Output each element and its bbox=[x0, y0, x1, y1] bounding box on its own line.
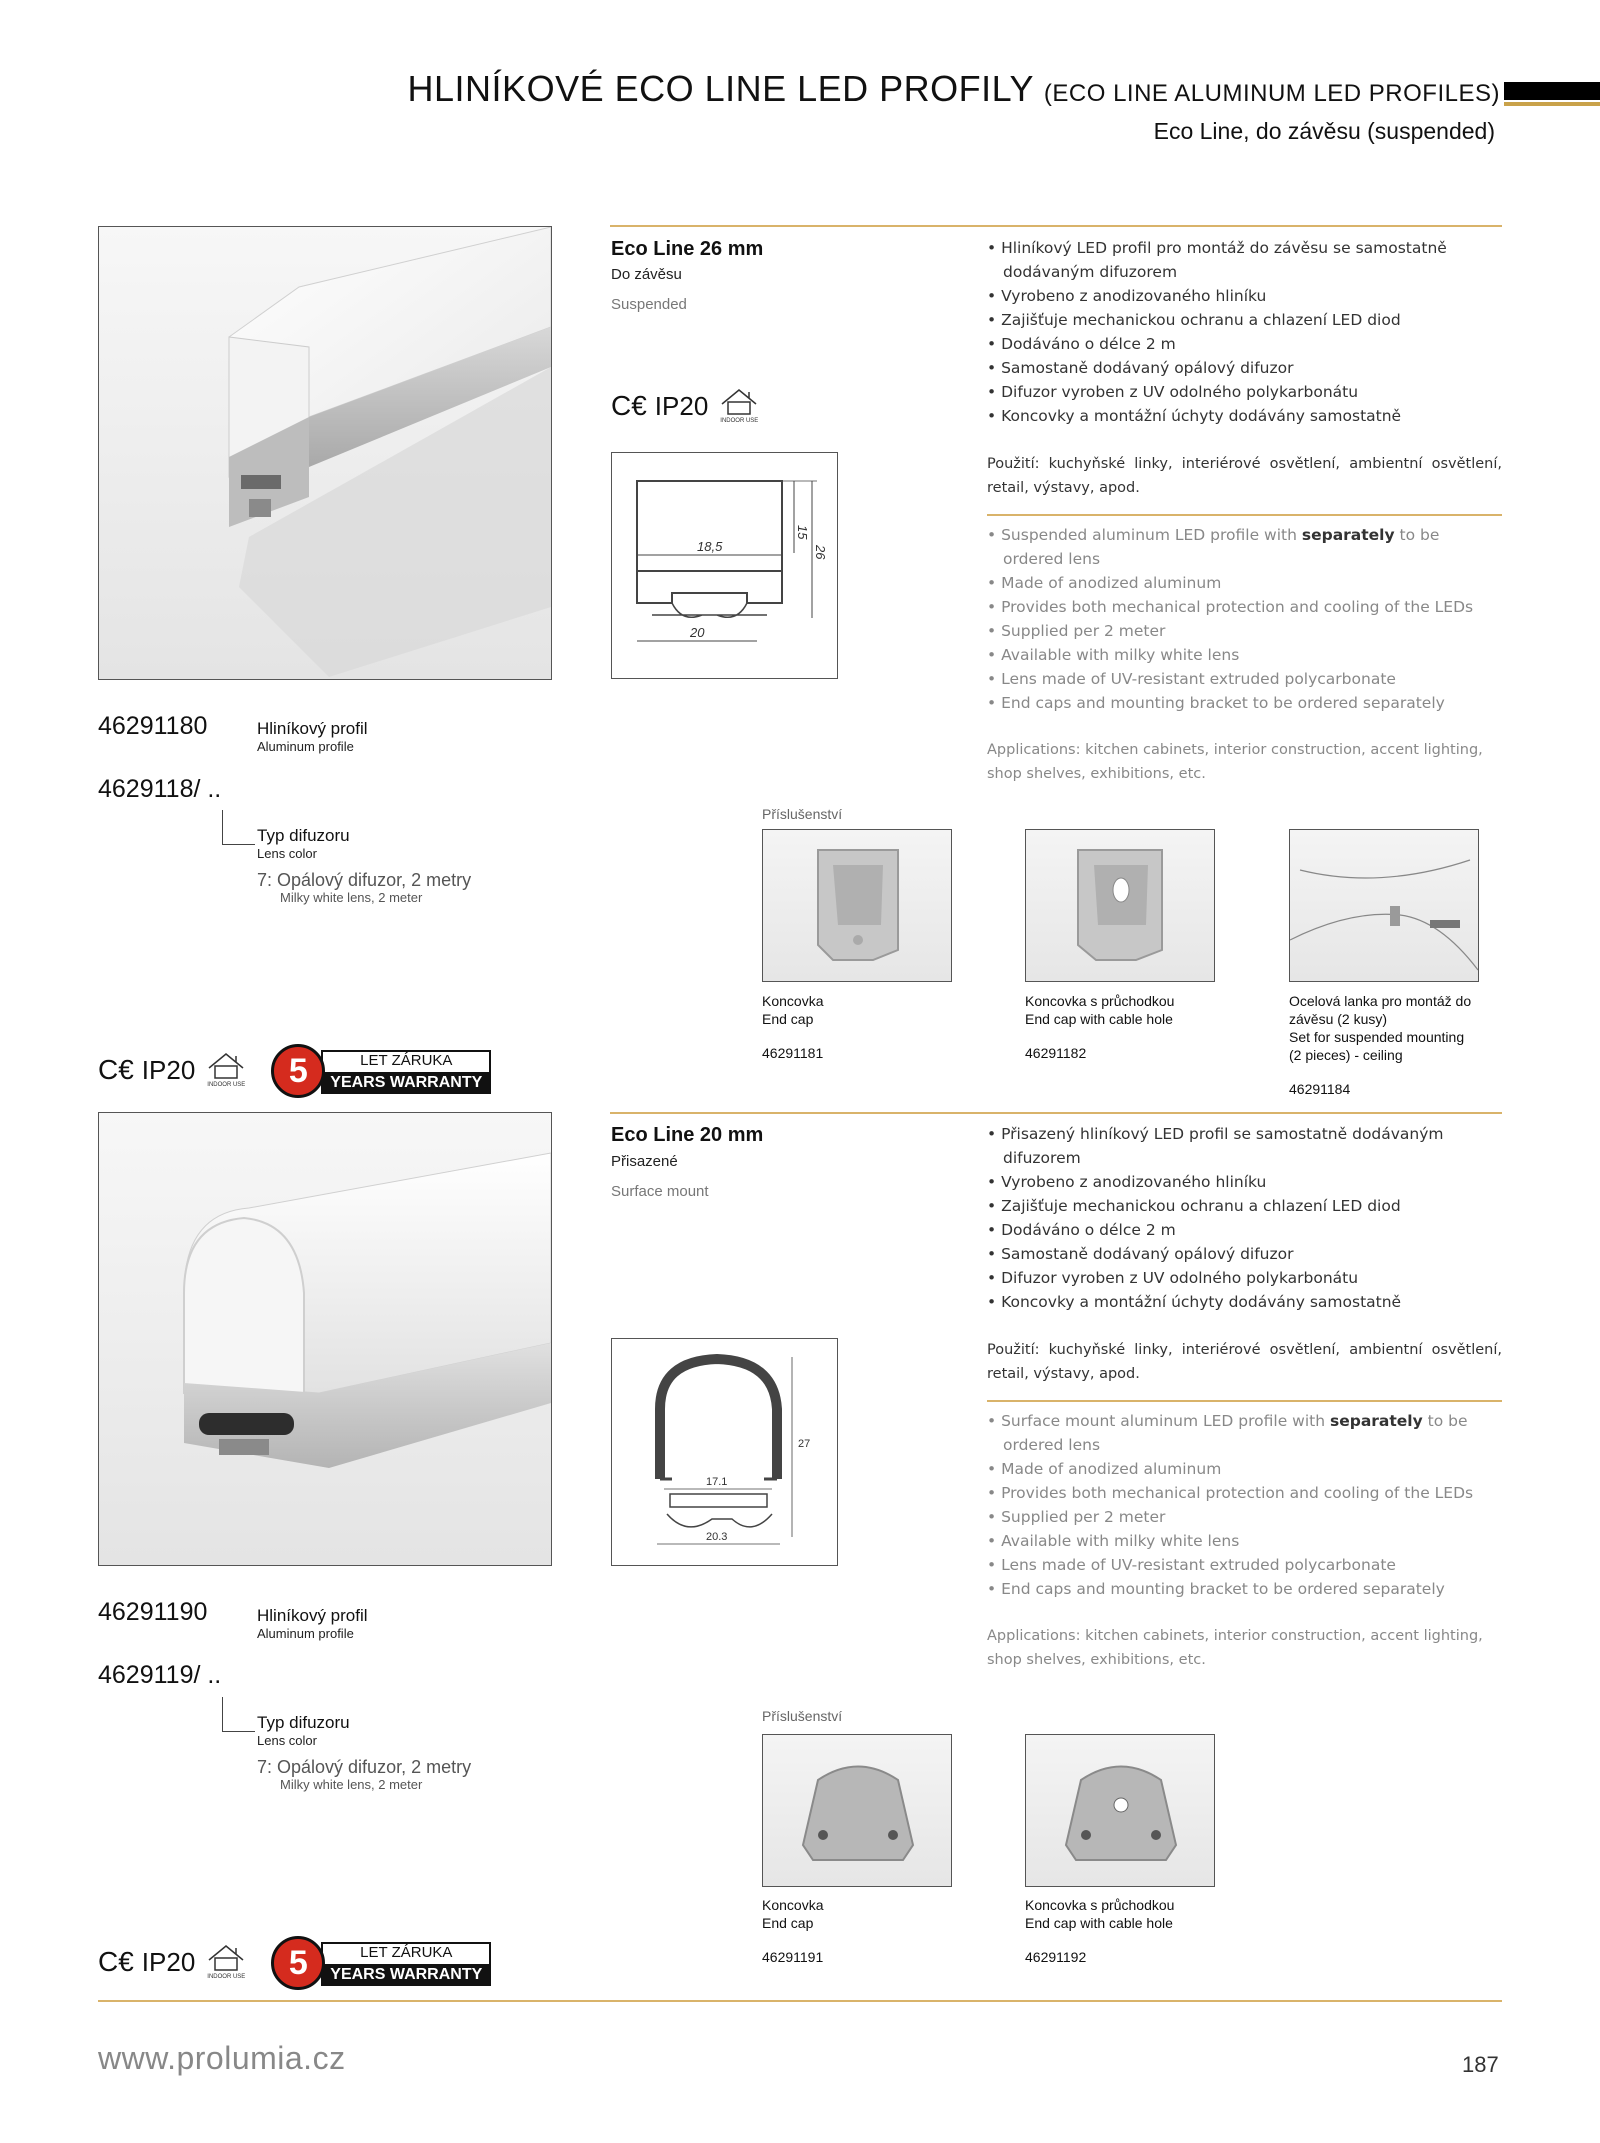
feature-item-en: • Lens made of UV-resistant extruded polycarbonate bbox=[987, 670, 1396, 688]
lens-type-en-2: Lens color bbox=[257, 1733, 317, 1748]
product-sub-cz-2: Přisazené bbox=[611, 1153, 678, 1170]
feature-item-en: • Provides both mechanical protection and cooling of the LEDs bbox=[987, 598, 1474, 616]
title-main: HLINÍKOVÉ ECO LINE LED PROFILY bbox=[407, 68, 1034, 109]
feature-item: • Dodáváno o délce 2 m bbox=[987, 335, 1176, 353]
footer-url-link[interactable]: www.prolumia.cz bbox=[98, 2040, 346, 2076]
feature-item: • Koncovky a montážní úchyty dodávány samostatně bbox=[987, 407, 1402, 425]
header-bar bbox=[1504, 82, 1600, 100]
code-label-en-1: Aluminum profile bbox=[257, 739, 354, 754]
page-title bbox=[360, 68, 1500, 110]
indoor-use-icon bbox=[201, 1052, 251, 1088]
product-sub-cz-1: Do závěsu bbox=[611, 266, 682, 283]
accessory-photo-end-cap bbox=[762, 829, 952, 982]
page-subtitle: Eco Line, do závěsu (suspended) bbox=[1153, 118, 1495, 144]
warranty-badge bbox=[265, 1044, 489, 1096]
features-en-1 bbox=[987, 523, 1502, 715]
warranty-en: YEARS WARRANTY bbox=[321, 1072, 491, 1094]
divider bbox=[987, 514, 1502, 516]
accessories-title-2: Příslušenství bbox=[762, 1708, 843, 1724]
ip-rating: IP20 bbox=[654, 390, 709, 421]
technical-drawing-2 bbox=[611, 1338, 838, 1566]
warranty-cz: LET ZÁRUKA bbox=[321, 1050, 491, 1074]
warranty-cz: LET ZÁRUKA bbox=[321, 1942, 491, 1966]
accessory-code-5: 46291192 bbox=[1025, 1949, 1087, 1965]
accessory-photo-end-cap-hole-2 bbox=[1025, 1734, 1215, 1887]
divider bbox=[610, 1112, 1502, 1114]
dim-total-width: 20.3 bbox=[706, 1531, 728, 1543]
warranty-badge bbox=[265, 1936, 489, 1988]
tree-connector bbox=[222, 810, 255, 845]
feature-item: • Zajišťuje mechanickou ochranu a chlazení LED diod bbox=[987, 311, 1401, 329]
indoor-use-label: INDOOR USE bbox=[207, 1082, 246, 1088]
accessory-code-4: 46291191 bbox=[762, 1949, 824, 1965]
features-en-2 bbox=[987, 1409, 1502, 1601]
product-code-1: 46291180 bbox=[98, 712, 208, 740]
feature-item: • Zajišťuje mechanickou ochranu a chlazení LED diod bbox=[987, 1197, 1401, 1215]
feature-item: • Vyrobeno z anodizovaného hliníku bbox=[987, 1173, 1267, 1191]
ce-mark: C€ bbox=[611, 390, 647, 421]
feature-item: • Hliníkový LED profil pro montáž do závěsu se samostatně dodávaným difuzorem bbox=[987, 239, 1447, 281]
product-photo-2 bbox=[98, 1112, 552, 1566]
indoor-use-label: INDOOR USE bbox=[207, 1974, 246, 1980]
feature-item: • Samostaně dodávaný opálový difuzor bbox=[987, 1245, 1294, 1263]
product-name-1: Eco Line 26 mm bbox=[611, 238, 764, 260]
footer-divider bbox=[98, 2000, 1502, 2002]
feature-item-en: • End caps and mounting bracket to be ordered separately bbox=[987, 1580, 1445, 1598]
features-cz-2 bbox=[987, 1122, 1507, 1314]
dim-total-height: 27 bbox=[798, 1438, 811, 1450]
lens-type-cz-1: Typ difuzoru bbox=[257, 826, 350, 845]
feature-item-en: • Lens made of UV-resistant extruded polycarbonate bbox=[987, 1556, 1396, 1574]
lens-option-en-2: Milky white lens, 2 meter bbox=[280, 1777, 423, 1792]
cert-block-1 bbox=[611, 388, 764, 424]
feature-item-en: • Supplied per 2 meter bbox=[987, 622, 1166, 640]
indoor-use-label: INDOOR USE bbox=[720, 418, 759, 424]
header-bar-gold bbox=[1504, 102, 1600, 106]
feature-item: • Samostaně dodávaný opálový difuzor bbox=[987, 359, 1294, 377]
features-cz-1 bbox=[987, 236, 1507, 428]
product-code-2: 46291190 bbox=[98, 1598, 208, 1626]
feature-item: • Přisazený hliníkový LED profil se samostatně dodávaným difuzorem bbox=[987, 1125, 1444, 1167]
dim-inner-width: 17.1 bbox=[706, 1476, 728, 1488]
feature-item-en: • Available with milky white lens bbox=[987, 646, 1240, 664]
tree-connector bbox=[222, 1697, 255, 1732]
lens-type-cz-2: Typ difuzoru bbox=[257, 1713, 350, 1732]
feature-item-en: • Made of anodized aluminum bbox=[987, 1460, 1222, 1478]
dim-total-height: 26 bbox=[813, 545, 828, 560]
ip-rating: IP20 bbox=[141, 1054, 196, 1085]
accessory-label-4: Koncovka End cap bbox=[762, 1897, 824, 1931]
feature-item: • Vyrobeno z anodizovaného hliníku bbox=[987, 287, 1267, 305]
warranty-en: YEARS WARRANTY bbox=[321, 1964, 491, 1986]
accessories-title-1: Příslušenství bbox=[762, 806, 843, 822]
dim-inner-height: 15 bbox=[795, 525, 810, 540]
dim-inner-width: 18,5 bbox=[697, 539, 723, 554]
divider bbox=[987, 1400, 1502, 1402]
title-en: (ECO LINE ALUMINUM LED PROFILES) bbox=[1043, 80, 1500, 107]
product-variant-code-2: 4629119/ .. bbox=[98, 1661, 222, 1689]
lens-option-en-1: Milky white lens, 2 meter bbox=[280, 890, 423, 905]
accessory-label-3: Ocelová lanka pro montáž do závěsu (2 kusy) Set for suspended mounting (2 pieces) - ceiling bbox=[1289, 993, 1472, 1063]
code-label-cz-2: Hliníkový profil bbox=[257, 1606, 368, 1625]
page-number: 187 bbox=[1462, 2052, 1499, 2077]
product-name-2: Eco Line 20 mm bbox=[611, 1124, 764, 1146]
technical-drawing-1 bbox=[611, 452, 838, 679]
feature-item-en: • Surface mount aluminum LED profile with separately to be ordered lens bbox=[987, 1412, 1468, 1454]
accessory-photo-end-cap-2 bbox=[762, 1734, 952, 1887]
accessory-photo-end-cap-hole bbox=[1025, 829, 1215, 982]
lens-option-cz-1: 7: Opálový difuzor, 2 metry bbox=[257, 870, 472, 890]
accessory-label-5: Koncovka s průchodkou End cap with cable hole bbox=[1025, 1897, 1175, 1931]
product-sub-en-2: Surface mount bbox=[611, 1183, 709, 1200]
feature-item: • Difuzor vyroben z UV odolného polykarbonátu bbox=[987, 1269, 1359, 1287]
lens-type-en-1: Lens color bbox=[257, 846, 317, 861]
product-photo-1 bbox=[98, 226, 552, 680]
product-variant-code-1: 4629118/ .. bbox=[98, 775, 222, 803]
cert-warranty-block-1 bbox=[98, 1044, 489, 1096]
dim-total-width: 20 bbox=[690, 625, 705, 640]
feature-item-en: • Supplied per 2 meter bbox=[987, 1508, 1166, 1526]
indoor-use-icon bbox=[714, 388, 764, 424]
profile-20-illustration bbox=[99, 1113, 551, 1565]
accessory-code-2: 46291182 bbox=[1025, 1045, 1087, 1061]
feature-item: • Difuzor vyroben z UV odolného polykarbonátu bbox=[987, 383, 1359, 401]
feature-item-en: • Suspended aluminum LED profile with separately to be ordered lens bbox=[987, 526, 1440, 568]
usage-en-1: Applications: kitchen cabinets, interior construction, accent lighting, shop shelves, exhibitions, etc. bbox=[987, 742, 1483, 782]
code-label-cz-1: Hliníkový profil bbox=[257, 719, 368, 738]
feature-item: • Koncovky a montážní úchyty dodávány samostatně bbox=[987, 1293, 1402, 1311]
feature-item-en: • Available with milky white lens bbox=[987, 1532, 1240, 1550]
accessory-label-1: Koncovka End cap bbox=[762, 993, 824, 1027]
indoor-use-icon bbox=[201, 1944, 251, 1980]
divider bbox=[610, 225, 1502, 227]
feature-item-en: • Provides both mechanical protection and cooling of the LEDs bbox=[987, 1484, 1474, 1502]
usage-en-2: Applications: kitchen cabinets, interior construction, accent lighting, shop shelves, exhibitions, etc. bbox=[987, 1628, 1483, 1668]
warranty-number: 5 bbox=[271, 1044, 325, 1098]
feature-item: • Dodáváno o délce 2 m bbox=[987, 1221, 1176, 1239]
warranty-number: 5 bbox=[271, 1936, 325, 1990]
profile-26-illustration bbox=[99, 227, 551, 679]
cert-warranty-block-2 bbox=[98, 1936, 489, 1988]
accessory-code-1: 46291181 bbox=[762, 1045, 824, 1061]
feature-item-en: • End caps and mounting bracket to be ordered separately bbox=[987, 694, 1445, 712]
code-label-en-2: Aluminum profile bbox=[257, 1626, 354, 1641]
accessory-label-2: Koncovka s průchodkou End cap with cable hole bbox=[1025, 993, 1175, 1027]
accessory-code-3: 46291184 bbox=[1289, 1081, 1351, 1097]
ce-mark: C€ bbox=[98, 1946, 134, 1977]
feature-item-en: • Made of anodized aluminum bbox=[987, 574, 1222, 592]
accessory-photo-steel-wire bbox=[1289, 829, 1479, 982]
usage-cz-2: Použití: kuchyňské linky, interiérové osvětlení, ambientní osvětlení, retail, výstavy, apod. bbox=[987, 1342, 1502, 1382]
ce-mark: C€ bbox=[98, 1054, 134, 1085]
lens-option-cz-2: 7: Opálový difuzor, 2 metry bbox=[257, 1757, 472, 1777]
ip-rating: IP20 bbox=[141, 1946, 196, 1977]
product-sub-en-1: Suspended bbox=[611, 296, 687, 313]
usage-cz-1: Použití: kuchyňské linky, interiérové osvětlení, ambientní osvětlení, retail, výstavy, apod. bbox=[987, 456, 1502, 496]
